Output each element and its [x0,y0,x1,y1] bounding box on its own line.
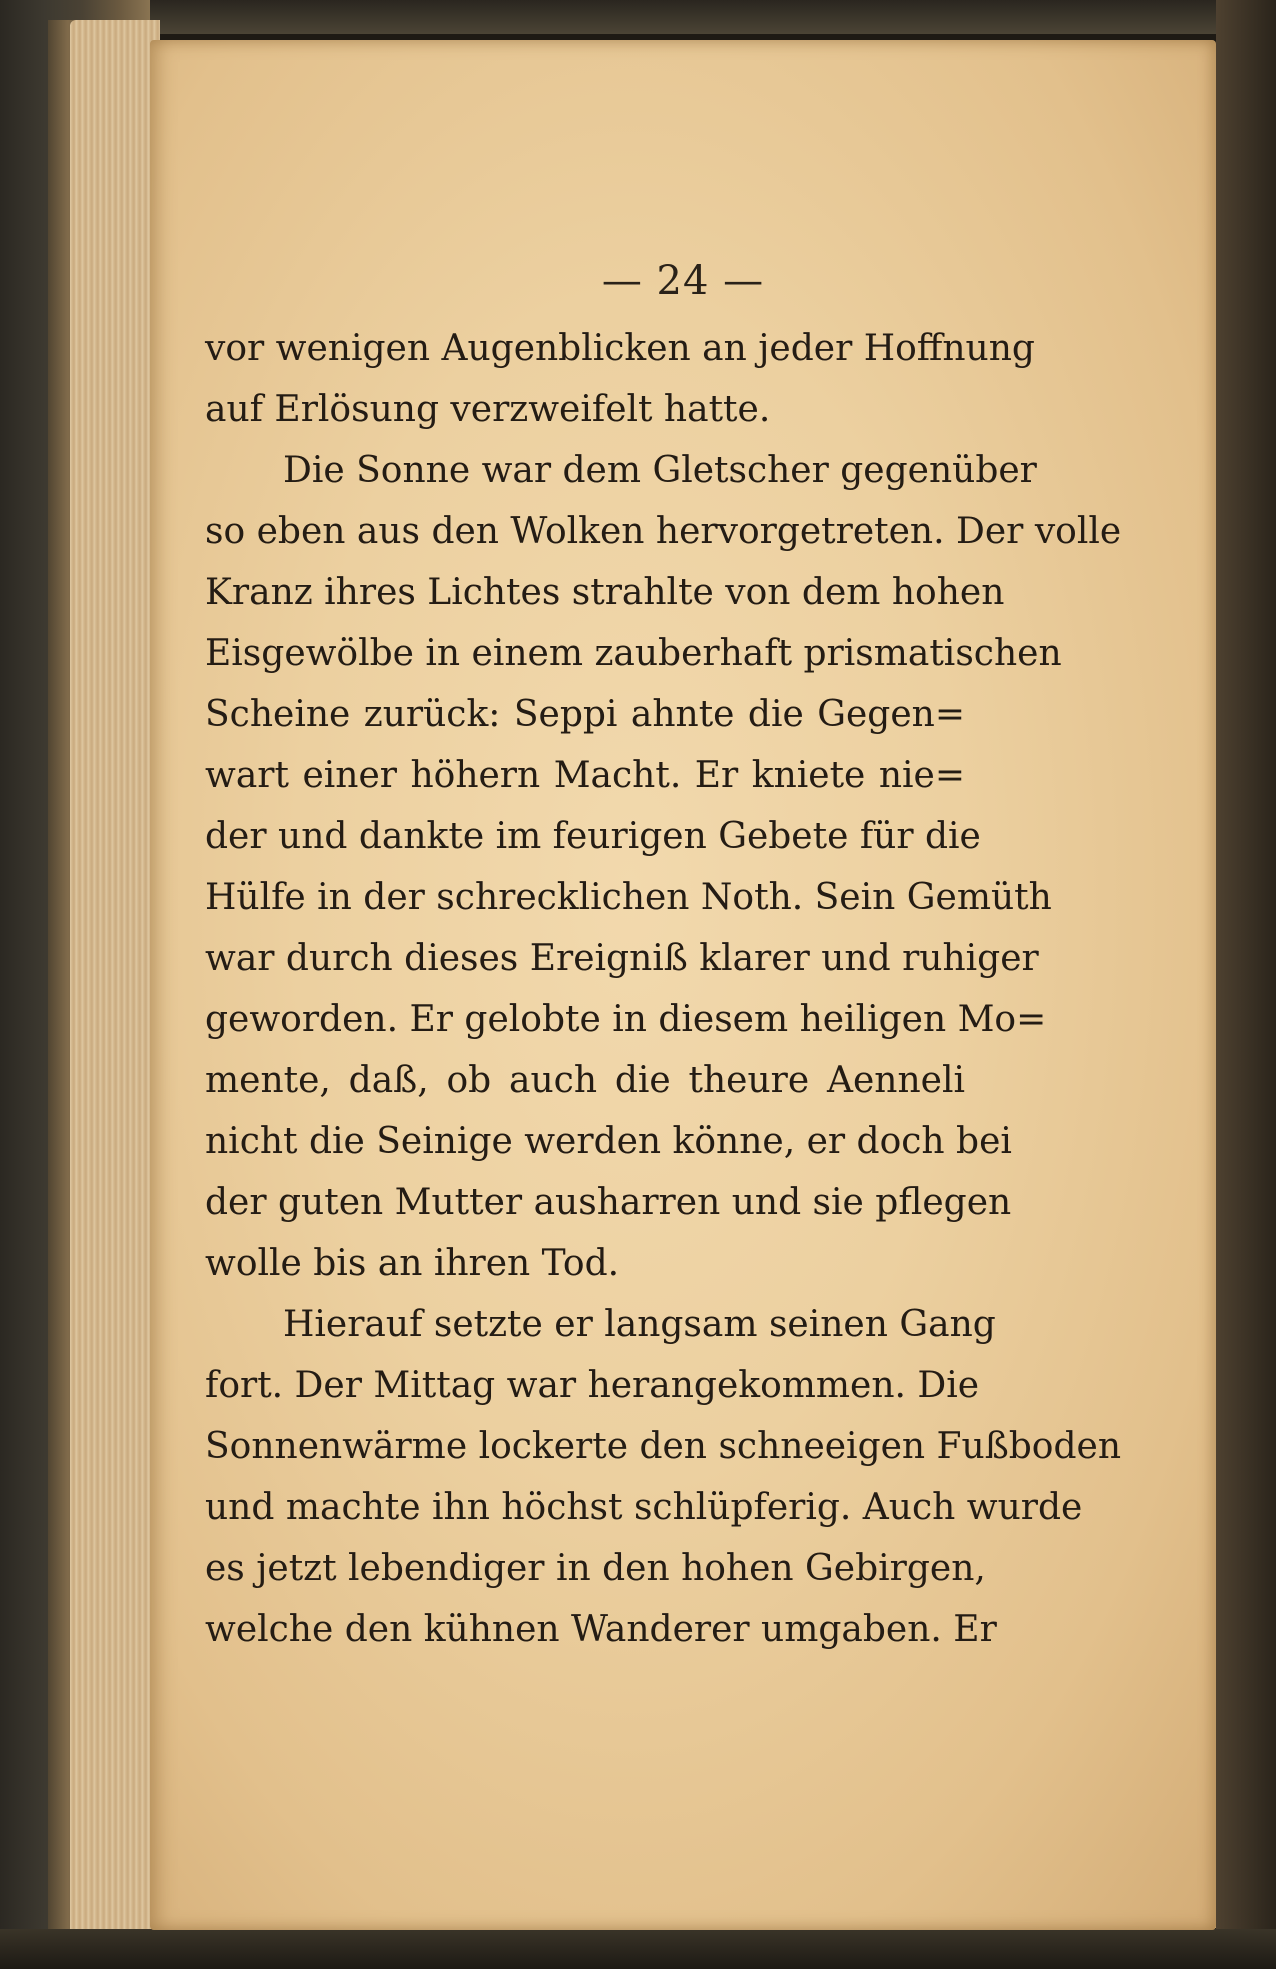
text-line: wart einer höhern Macht. Er kniete nie= [205,755,965,796]
text-line: Kranz ihres Lichtes strahlte von dem hohen [205,572,1005,613]
text-line: der guten Mutter ausharren und sie pflegen [205,1182,1012,1223]
book-cover-right [1216,0,1276,1969]
text-line: so eben aus den Wolken hervorgetreten. Der volle [205,511,1122,552]
page-text-block [205,318,1122,1660]
book-top-binding [0,0,1276,34]
text-line: nicht die Seinige werden könne, er doch bei [205,1121,1012,1162]
page-number: — 24 — [601,258,765,304]
text-line: es jetzt lebendiger in den hohen Gebirgen, [205,1548,986,1589]
book-bottom-binding [0,1929,1276,1969]
text-line: vor wenigen Augenblicken an jeder Hoffnung [205,328,1035,369]
text-line: Sonnenwärme lockerte den schneeigen Fußboden [205,1426,1122,1467]
text-line: wolle bis an ihren Tod. [205,1243,620,1284]
text-line: Die Sonne war dem Gletscher gegenüber [283,450,1037,491]
text-line: Hierauf setzte er langsam seinen Gang [283,1304,996,1345]
text-line: Scheine zurück: Seppi ahnte die Gegen= [205,694,965,735]
text-line: und machte ihn höchst schlüpferig. Auch wurde [205,1487,1083,1528]
page-stack-edges [70,20,160,1940]
text-line: Eisgewölbe in einem zauberhaft prismatischen [205,633,1062,674]
text-line: auf Erlösung verzweifelt hatte. [205,389,771,430]
text-line: welche den kühnen Wanderer umgaben. Er [205,1609,997,1650]
text-line: Hülfe in der schrecklichen Noth. Sein Gemüth [205,877,1052,918]
text-line: der und dankte im feurigen Gebete für die [205,816,981,857]
text-line: war durch dieses Ereigniß klarer und ruhiger [205,938,1039,979]
text-line: mente, daß, ob auch die theure Aenneli [205,1060,965,1101]
text-line: fort. Der Mittag war herangekommen. Die [205,1365,980,1406]
text-line: geworden. Er gelobte in diesem heiligen Mo= [205,999,1047,1040]
